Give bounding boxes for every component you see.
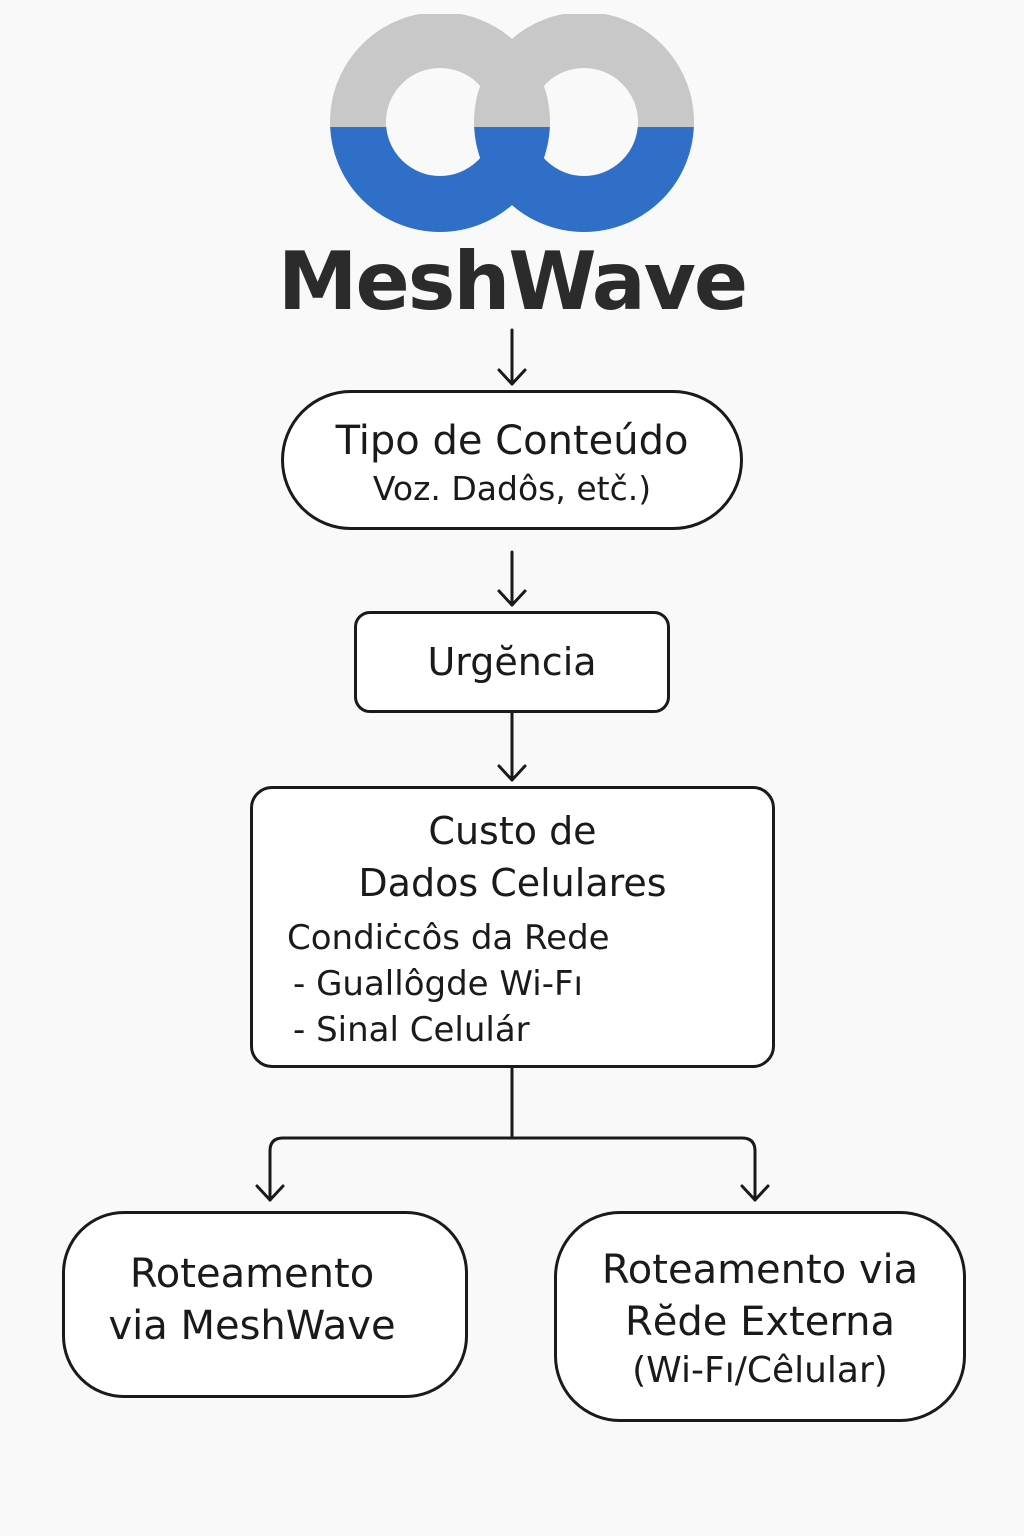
content-type-node — [281, 390, 743, 530]
list-item: - Sinal Celulár — [293, 1010, 530, 1050]
route-meshwave-node — [62, 1211, 468, 1398]
arrow-cost-split — [257, 1068, 768, 1200]
arrow-urgency-to-cost — [499, 713, 525, 780]
content-type-subtitle: Voz. Dadôs, etč.) — [372, 469, 652, 508]
route-external-subtitle: (Wi-Fı/Cêlular) — [632, 1350, 888, 1391]
cost-title-line1: Custo de — [428, 809, 597, 853]
urgency-title: Urgĕncia — [427, 640, 597, 684]
urgency-node — [354, 611, 670, 713]
route-external-line2: Rĕde Externa — [625, 1299, 895, 1345]
cost-title-line2: Dados Celulares — [358, 861, 667, 905]
route-external-line1: Roteamento via — [601, 1247, 919, 1293]
list-item: - Guallôgde Wi-Fı — [293, 964, 583, 1004]
brand-name: MeshWave — [277, 235, 747, 328]
arrow-content-type-to-urgency — [499, 552, 525, 605]
network-conditions-list — [287, 915, 610, 1053]
content-type-title: Tipo de Conteúdo — [335, 418, 689, 464]
arrow-brand-to-content-type — [499, 330, 525, 384]
route-meshwave-line2: via MeshWave — [108, 1303, 396, 1349]
network-conditions-label: Condiċcôs da Rede — [287, 918, 610, 958]
route-meshwave-line1: Roteamento — [129, 1251, 375, 1297]
cellular-cost-node — [250, 786, 775, 1068]
route-external-node — [554, 1211, 966, 1422]
